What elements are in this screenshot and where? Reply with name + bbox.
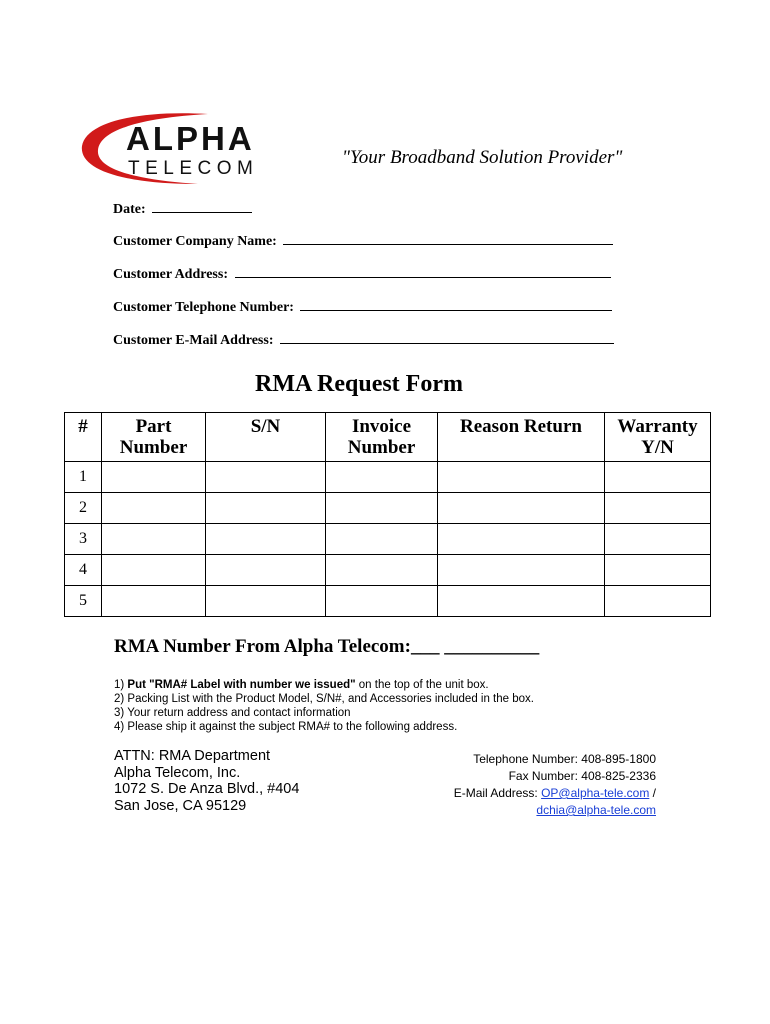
date-blank[interactable] bbox=[152, 200, 252, 213]
email-label: Customer E-Mail Address: bbox=[113, 333, 274, 348]
shipping-address bbox=[114, 748, 299, 814]
reason-return-cell[interactable] bbox=[438, 524, 605, 555]
tagline: "Your Broadband Solution Provider" bbox=[342, 147, 623, 168]
fax-number: Fax Number: 408-825-2336 bbox=[508, 769, 656, 783]
invoice-number-cell[interactable] bbox=[326, 555, 438, 586]
row-number: 3 bbox=[65, 524, 102, 555]
table-row bbox=[65, 462, 711, 493]
invoice-number-cell[interactable] bbox=[326, 586, 438, 617]
row-number: 2 bbox=[65, 493, 102, 524]
form-title: RMA Request Form bbox=[255, 371, 463, 397]
telephone-number: Telephone Number: 408-895-1800 bbox=[473, 752, 656, 766]
serial-number-cell[interactable] bbox=[206, 462, 326, 493]
address-line: ATTN: RMA Department bbox=[114, 748, 271, 764]
rma-table bbox=[64, 412, 711, 617]
email-line bbox=[454, 785, 656, 802]
address-field[interactable] bbox=[113, 265, 611, 283]
header-number: # bbox=[65, 413, 102, 462]
warranty-cell[interactable] bbox=[605, 493, 711, 524]
serial-number-cell[interactable] bbox=[206, 524, 326, 555]
instruction-item: 3) Your return address and contact information bbox=[114, 707, 351, 719]
email-address-label: E-Mail Address: bbox=[453, 786, 542, 800]
email-link-dchia[interactable]: dchia@alpha-tele.com bbox=[536, 803, 656, 817]
address-blank[interactable] bbox=[235, 265, 611, 278]
company-name-label: Customer Company Name: bbox=[113, 234, 277, 249]
email-link-op[interactable]: OP@alpha-tele.com bbox=[541, 786, 650, 800]
warranty-cell[interactable] bbox=[605, 555, 711, 586]
part-number-cell[interactable] bbox=[102, 462, 206, 493]
warranty-cell[interactable] bbox=[605, 524, 711, 555]
serial-number-cell[interactable] bbox=[206, 493, 326, 524]
row-number: 4 bbox=[65, 555, 102, 586]
table-row bbox=[65, 586, 711, 617]
header-serial-number: S/N bbox=[206, 413, 326, 462]
rma-number-label: RMA Number From Alpha Telecom:___ __________ bbox=[114, 636, 540, 657]
header-warranty: Warranty Y/N bbox=[605, 413, 711, 462]
date-label: Date: bbox=[113, 202, 146, 217]
email-field[interactable] bbox=[113, 331, 614, 349]
part-number-cell[interactable] bbox=[102, 524, 206, 555]
table-row bbox=[65, 524, 711, 555]
logo-text-alpha: ALPHA bbox=[126, 120, 255, 157]
company-name-blank[interactable] bbox=[283, 232, 613, 245]
telephone-field[interactable] bbox=[113, 298, 612, 316]
instruction-item: 1) Put "RMA# Label with number we issued" on the top of the unit box. bbox=[114, 679, 489, 691]
reason-return-cell[interactable] bbox=[438, 586, 605, 617]
header-invoice-number: Invoice Number bbox=[326, 413, 438, 462]
invoice-number-cell[interactable] bbox=[326, 493, 438, 524]
table-header-row bbox=[65, 413, 711, 462]
warranty-cell[interactable] bbox=[605, 462, 711, 493]
invoice-number-cell[interactable] bbox=[326, 462, 438, 493]
serial-number-cell[interactable] bbox=[206, 586, 326, 617]
email-separator: / bbox=[649, 786, 656, 800]
address-line: Alpha Telecom, Inc. bbox=[114, 764, 241, 781]
invoice-number-cell[interactable] bbox=[326, 524, 438, 555]
telephone-blank[interactable] bbox=[300, 298, 612, 311]
row-number: 1 bbox=[65, 462, 102, 493]
alpha-telecom-logo bbox=[78, 108, 298, 188]
table-row bbox=[65, 555, 711, 586]
instruction-item: 2) Packing List with the Product Model, S/N#, and Accessories included in the box. bbox=[114, 693, 534, 705]
instruction-item: 4) Please ship it against the subject RMA# to the following address. bbox=[114, 721, 458, 733]
address-label: Customer Address: bbox=[113, 267, 228, 282]
table-row bbox=[65, 493, 711, 524]
serial-number-cell[interactable] bbox=[206, 555, 326, 586]
address-line: 1072 S. De Anza Blvd., #404 bbox=[114, 781, 300, 797]
warranty-cell[interactable] bbox=[605, 586, 711, 617]
contact-info bbox=[454, 751, 656, 819]
part-number-cell[interactable] bbox=[102, 586, 206, 617]
header-part-number: Part Number bbox=[102, 413, 206, 462]
reason-return-cell[interactable] bbox=[438, 493, 605, 524]
row-number: 5 bbox=[65, 586, 102, 617]
telephone-label: Customer Telephone Number: bbox=[113, 300, 294, 315]
part-number-cell[interactable] bbox=[102, 493, 206, 524]
instructions-list bbox=[114, 678, 534, 734]
reason-return-cell[interactable] bbox=[438, 462, 605, 493]
header-reason-return: Reason Return bbox=[438, 413, 605, 462]
date-field[interactable] bbox=[113, 200, 252, 218]
company-name-field[interactable] bbox=[113, 232, 613, 250]
address-line: San Jose, CA 95129 bbox=[114, 797, 247, 814]
reason-return-cell[interactable] bbox=[438, 555, 605, 586]
logo-text-telecom: TELECOM bbox=[128, 158, 259, 179]
email-blank[interactable] bbox=[280, 331, 614, 344]
part-number-cell[interactable] bbox=[102, 555, 206, 586]
